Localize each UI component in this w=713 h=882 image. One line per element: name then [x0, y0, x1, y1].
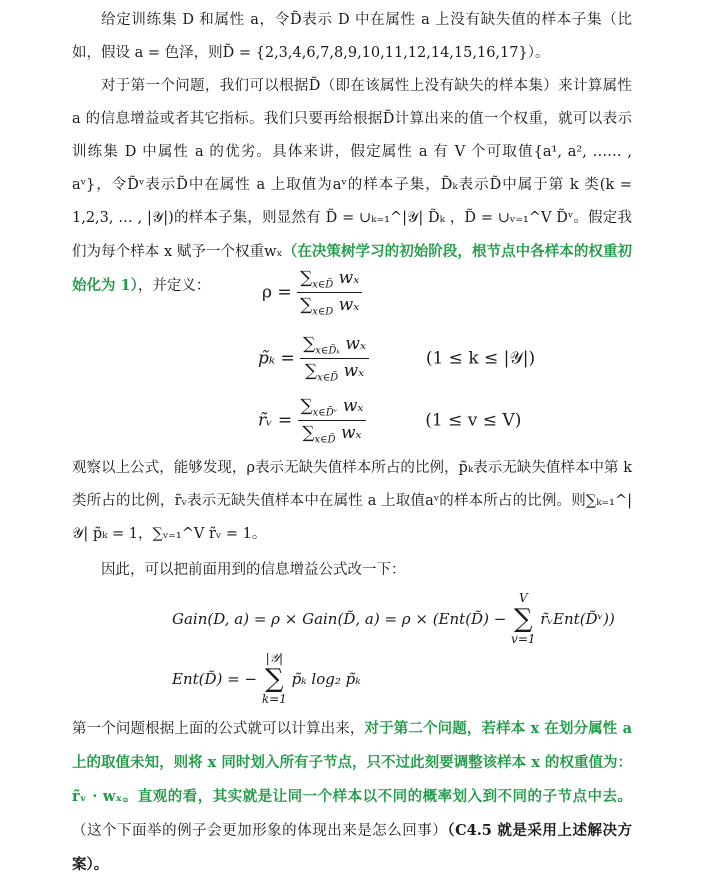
- paragraph-4: 因此，可以把前面用到的信息增益公式改一下：: [101, 562, 406, 578]
- eq-rv-den-sub: x∈D̃: [314, 434, 336, 446]
- eq-rv-condition: (1 ≤ v ≤ V): [425, 410, 522, 431]
- paragraph-2-highlight: （在决策树学习的初始阶段，根节点中各样本的权重初始化为 1）: [72, 243, 633, 294]
- eq-rv-fraction: $\frac{\sum_{x\in D̃ᵛ} w_x}{\sum_{x\in D̃} w_x}$: [298, 396, 367, 446]
- paragraph-5-mid: （这个下面举的例子会更加形象的体现出来是怎么回事）: [72, 823, 448, 839]
- eq-pk-den-sub: x∈D̃: [317, 372, 339, 384]
- eq-rho-fraction: $\frac{\sum_{x\in D̃} w_x}{\sum_{x\in D} w_x}$: [297, 268, 362, 318]
- eq-gain-sum-top: V: [518, 591, 528, 605]
- eq-rho-num-sub: x∈D̃: [312, 279, 334, 291]
- eq-pk-num-sub: x∈D̃ₖ: [315, 345, 340, 357]
- eq-rho-den-sub: x∈D: [312, 306, 334, 318]
- eq-pk-den-w: wₓ: [343, 361, 365, 382]
- paragraph-5-highlight: 对于第二个问题，若样本 x 在划分属性 a 上的取值未知，则将 x 同时划入所有子节点，只不过此刻要调整该样本 x 的权重值为：r̃ᵥ · wₓ。直观的看，其实就是让同一个样本以不同的概率划入到不同的子节点中去。: [72, 720, 632, 805]
- eq-rho-den-w: wₓ: [338, 295, 360, 316]
- paragraph-2-end: ，并定义：: [137, 278, 211, 294]
- eq-gain-left: Gain(D, a) = ρ × Gain(D̃, a) = ρ × (Ent(D̃) −: [172, 610, 507, 628]
- paragraph-5: [72, 712, 632, 882]
- equation-ent: [172, 652, 361, 706]
- eq-rho-num-w: wₓ: [338, 268, 360, 288]
- eq-rv-num-w: wₓ: [342, 396, 364, 416]
- eq-gain-sum-bottom: v=1: [511, 632, 536, 646]
- equation-gain: [172, 592, 615, 646]
- equation-pk: [258, 334, 535, 384]
- eq-ent-left: Ent(D̃) = −: [172, 670, 258, 688]
- eq-ent-sum-top: |𝒴|: [265, 651, 284, 665]
- paragraph-2-text: 对于第一个问题，我们可以根据D̃（即在该属性上没有缺失的样本集）来计算属性 a 的信息增益或者其它指标。我们只要再给根据D̃计算出来的值一个权重，就可以表示训练集 D 中属性 a 的优劣。具体来讲，假定属性 a 有 V 个可取值{a¹, a², …… , aᵛ}，令D̃ᵛ表示D̃中在属性 a 上取值为aᵛ的样本子集，D̃ₖ表示D̃中属于第 k 类(k = 1,2,3, … , |𝒴|)的样本子集，则显然有 D̃ = ∪ₖ₌₁^|𝒴| D̃ₖ ，D̃ = ∪ᵥ₌₁^V D̃ᵛ。假定我们为每个样本 x 赋予一个权重wₓ: [72, 78, 632, 260]
- eq-ent-sum: |𝒴| ∑ k=1: [261, 651, 287, 706]
- paragraph-3: 观察以上公式，能够发现，ρ表示无缺失值样本所占的比例，p̃ₖ表示无缺失值样本中第 k 类所占的比例，r̃ᵥ表示无缺失值样本中在属性 a 上取值aᵛ的样本所占的比例。则∑ₖ₌₁^|𝒴| p̃ₖ = 1，∑ᵥ₌₁^V r̃ᵥ = 1。: [72, 460, 632, 542]
- eq-gain-sum: V ∑ v=1: [511, 591, 536, 646]
- paragraph-5-start: 第一个问题根据上面的公式就可以计算出来，: [72, 721, 365, 737]
- eq-rho-lhs: ρ =: [262, 282, 292, 303]
- eq-ent-right: p̃ₖ log₂ p̃ₖ: [291, 670, 361, 688]
- eq-gain-right: r̃ᵥEnt(D̃ᵛ)): [540, 610, 615, 628]
- eq-pk-fraction: $\frac{\sum_{x\in D̃_k} w_x}{\sum_{x\in D̃} w_x}$: [300, 334, 369, 384]
- eq-pk-condition: (1 ≤ k ≤ |𝒴|): [425, 348, 536, 369]
- paragraph-5-bold: （C4.5 就是采用上述解决方案）。: [72, 822, 632, 873]
- equation-rho: [262, 268, 362, 318]
- eq-rv-lhs: r̃ᵥ =: [258, 410, 293, 431]
- eq-rv-den-w: wₓ: [340, 423, 362, 444]
- eq-rv-num-sub: x∈D̃ᵛ: [312, 407, 338, 419]
- eq-ent-sum-bottom: k=1: [261, 692, 287, 706]
- eq-pk-lhs: p̃ₖ =: [258, 348, 295, 369]
- paragraph-1: 给定训练集 D 和属性 a，令D̃表示 D 中在属性 a 上没有缺失值的样本子集（比如，假设 a = 色泽，则D̃ = {2,3,4,6,7,8,9,10,11,12,14,15,16,17}）。: [72, 12, 632, 61]
- equation-rv: [258, 396, 521, 446]
- eq-pk-num-w: wₓ: [345, 334, 366, 354]
